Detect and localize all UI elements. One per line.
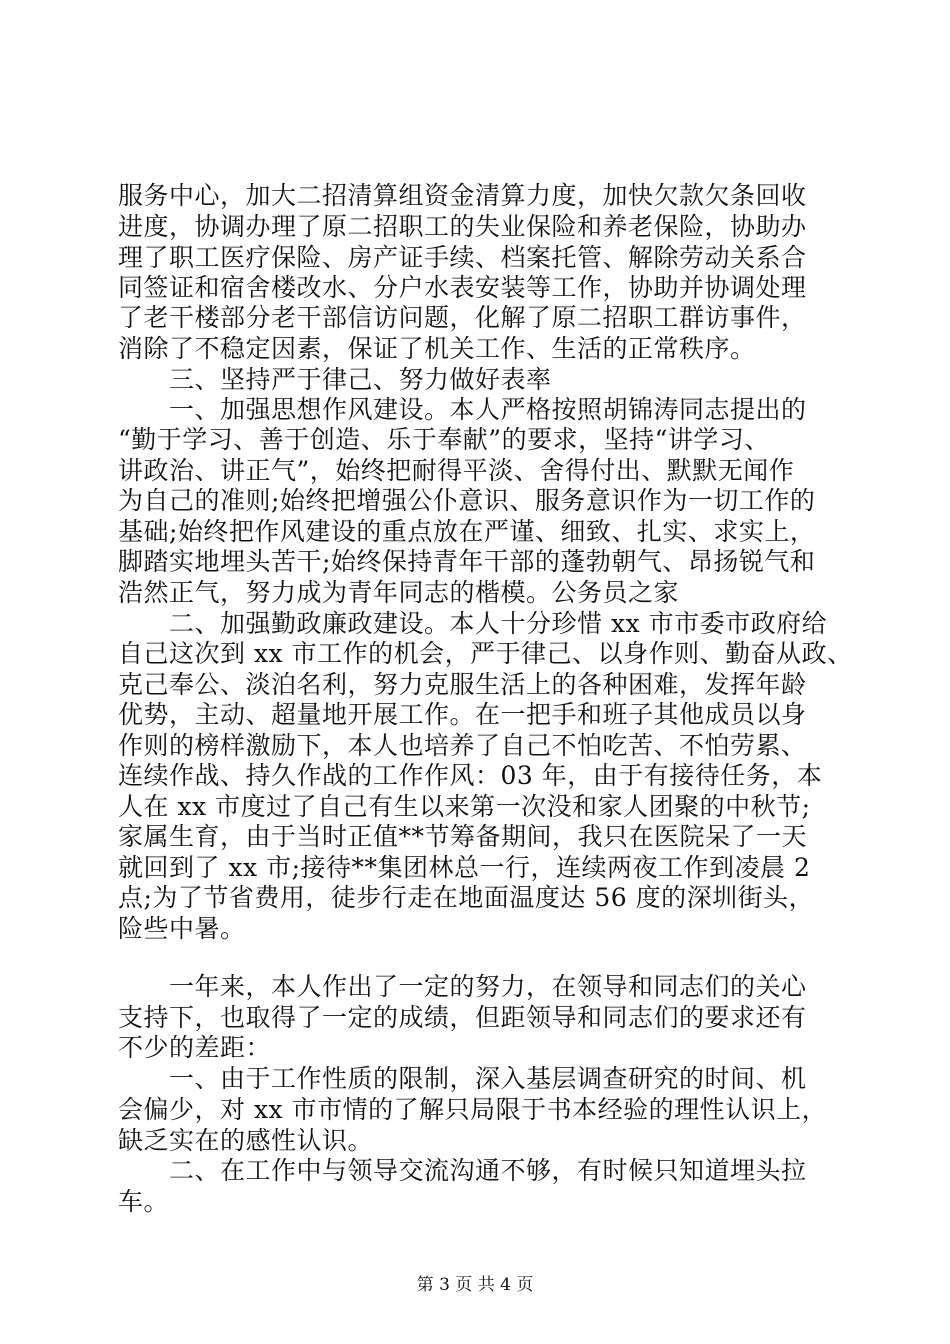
text-line: 作则的榜样激励下，本人也培养了自己不怕吃苦、不怕劳累、 <box>118 731 807 760</box>
text-line: 自己这次到 xx 市工作的机会，严于律己、以身作则、勤奋从政、 <box>118 639 853 668</box>
text-line: 不少的差距： <box>118 1033 272 1062</box>
section-heading: 三、坚持严于律己、努力做好表率 <box>118 365 552 394</box>
text-line: 二、加强勤政廉政建设。本人十分珍惜 xx 市市委市政府给 <box>118 609 828 638</box>
text-line: 一、加强思想作风建设。本人严格按照胡锦涛同志提出的 <box>118 395 807 424</box>
text-line: 就回到了 xx 市;接待**集团林总一行，连续两夜工作到凌晨 2 <box>118 853 811 882</box>
text-line: 进度，协调办理了原二招职工的失业保险和养老保险，协助办 <box>118 212 807 241</box>
text-line: 点;为了节省费用，徒步行走在地面温度达 56 度的深圳街头， <box>118 883 815 912</box>
text-line: 会偏少，对 xx 市市情的了解只局限于书本经验的理性认识上， <box>118 1095 828 1124</box>
text-line: 优势，主动、超量地开展工作。在一把手和班子其他成员以身 <box>118 700 807 729</box>
text-line: 车。 <box>118 1187 170 1216</box>
text-line: 为自己的准则;始终把增强公仆意识、服务意识作为一切工作的 <box>118 486 816 515</box>
text-line: 理了职工医疗保险、房产证手续、档案托管、解除劳动关系合 <box>118 243 807 272</box>
text-line: 克己奉公、淡泊名利，努力克服生活上的各种困难，发挥年龄 <box>118 670 807 699</box>
text-line: 服务中心，加大二招清算组资金清算力度，加快欠款欠条回收 <box>118 181 807 210</box>
text-line: 讲政治、讲正气”，始终把耐得平淡、舍得付出、默默无闻作 <box>118 456 795 485</box>
text-line: 了老干楼部分老干部信访问题，化解了原二招职工群访事件， <box>118 303 807 332</box>
text-line: 同签证和宿舍楼改水、分户水表安装等工作，协助并协调处理 <box>118 273 807 302</box>
page-number-footer: 第 3 页 共 4 页 <box>416 1275 534 1295</box>
text-line: 险些中暑。 <box>118 914 246 943</box>
text-line: 二、在工作中与领导交流沟通不够，有时候只知道埋头拉 <box>118 1156 807 1185</box>
text-line: 消除了不稳定因素，保证了机关工作、生活的正常秩序。 <box>118 334 756 363</box>
text-line: 一、由于工作性质的限制，深入基层调查研究的时间、机 <box>118 1064 807 1093</box>
text-line: 一年来，本人作出了一定的努力，在领导和同志们的关心 <box>118 972 807 1001</box>
text-line: 浩然正气，努力成为青年同志的楷模。公务员之家 <box>118 578 680 607</box>
text-line: “勤于学习、善于创造、乐于奉献”的要求，坚持“讲学习、 <box>118 425 770 454</box>
text-line: 脚踏实地埋头苦干;始终保持青年干部的蓬勃朝气、昂扬锐气和 <box>118 547 816 576</box>
text-line: 连续作战、持久作战的工作作风：03 年，由于有接待任务，本 <box>118 761 823 790</box>
text-line: 基础;始终把作风建设的重点放在严谨、细致、扎实、求实上， <box>118 517 816 546</box>
text-line: 支持下，也取得了一定的成绩，但距领导和同志们的要求还有 <box>118 1003 807 1032</box>
text-line: 家属生育，由于当时正值**节筹备期间，我只在医院呆了一天 <box>118 822 808 851</box>
text-line: 缺乏实在的感性认识。 <box>118 1126 374 1155</box>
text-line: 人在 xx 市度过了自己有生以来第一次没和家人团聚的中秋节; <box>118 792 811 821</box>
